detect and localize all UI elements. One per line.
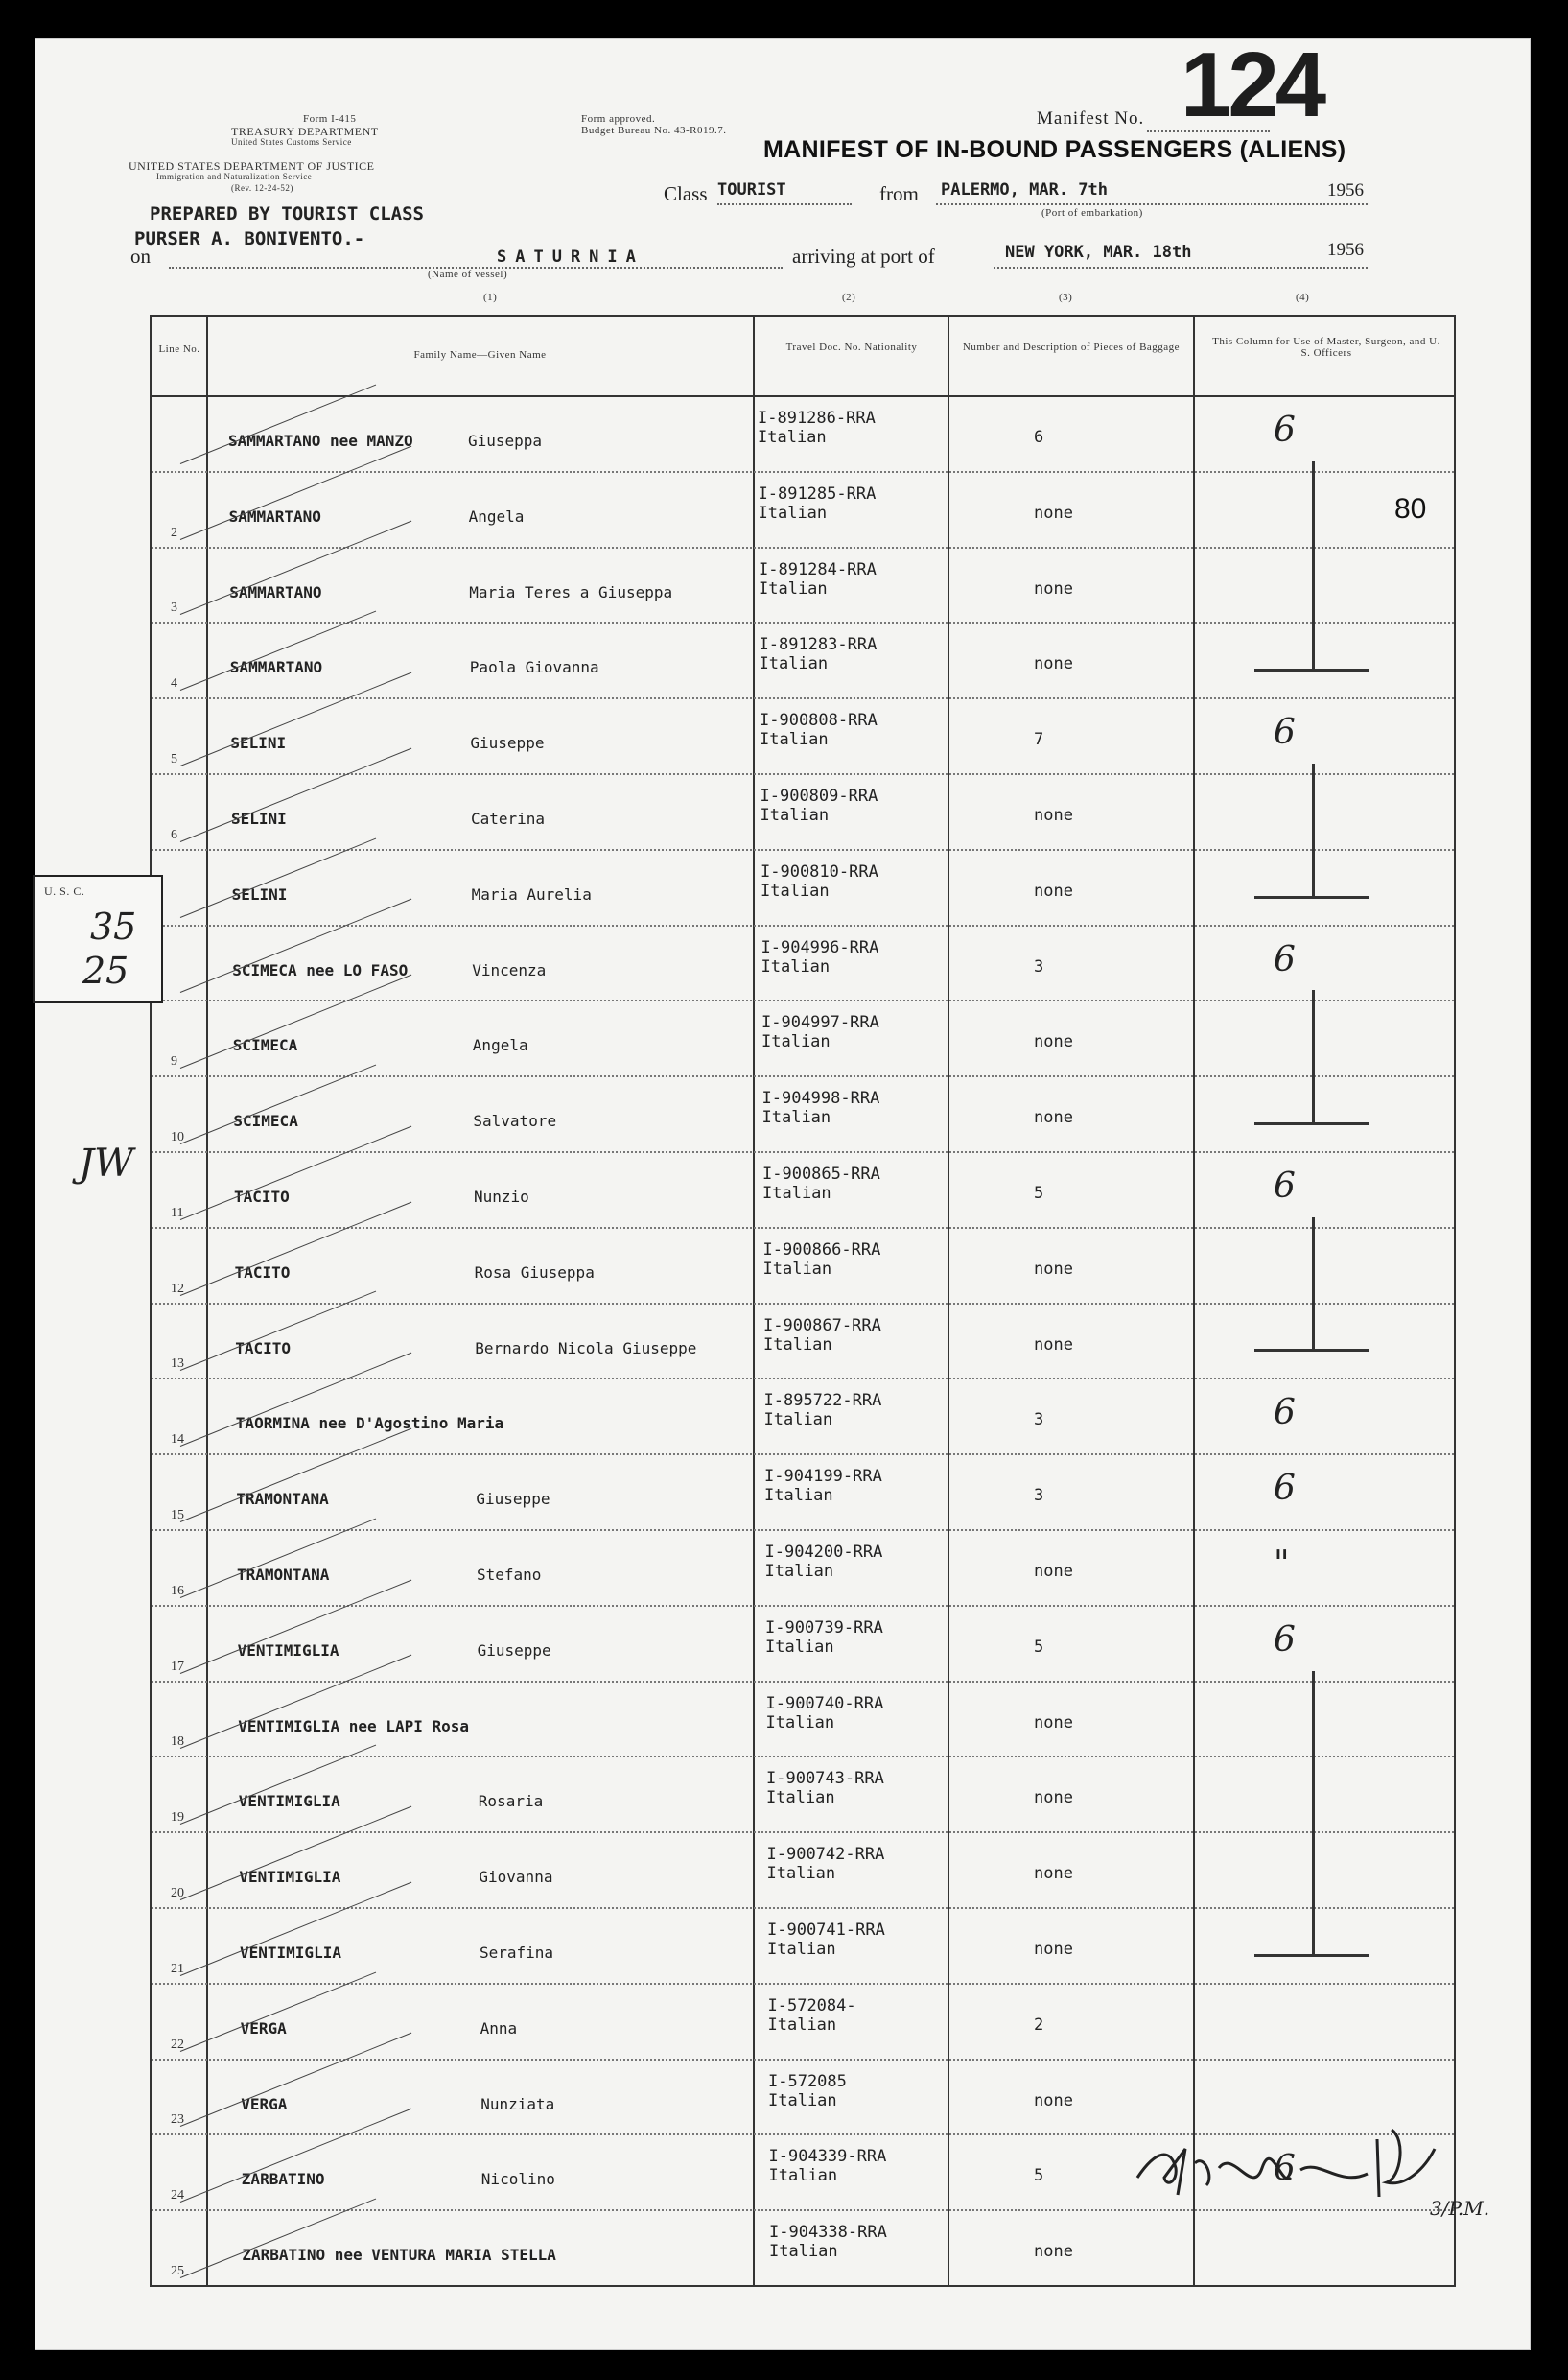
officer-bracket-stroke: [1312, 461, 1315, 669]
officer-mark: 6: [1274, 2149, 1296, 2189]
rev-label: (Rev. 12-24-52): [231, 183, 293, 193]
line-number: 16: [171, 1583, 184, 1598]
table-row: [152, 1756, 1454, 1833]
table-row: [152, 1983, 1454, 2061]
given-name: Salvatore: [473, 1112, 557, 1131]
nationality: Italian: [762, 1184, 831, 1203]
baggage-count: none: [1034, 1864, 1073, 1884]
line-number: 17: [171, 1659, 184, 1674]
family-name: VENTIMIGLIA: [238, 1792, 340, 1811]
nationality: Italian: [764, 1562, 834, 1581]
manifest-title: MANIFEST OF IN-BOUND PASSENGERS (ALIENS): [763, 136, 1346, 163]
nationality: Italian: [764, 1486, 833, 1506]
family-name: TAORMINA nee D'Agostino Maria: [235, 1414, 504, 1433]
manifest-page: [35, 34, 1531, 2350]
nationality: Italian: [758, 428, 827, 447]
nationality: Italian: [761, 1032, 831, 1052]
baggage-count: 7: [1034, 730, 1044, 750]
form-approved: Form approved.: [581, 113, 656, 125]
family-name: VENTIMIGLIA nee LAPI Rosa: [238, 1716, 470, 1735]
baggage-count: none: [1034, 1788, 1073, 1808]
nationality: Italian: [767, 1940, 836, 1959]
nationality: Italian: [768, 2166, 838, 2186]
table-row: [152, 697, 1454, 775]
travel-doc-number: I-900741-RRA: [767, 1920, 885, 1940]
header-line-no: Line No.: [158, 343, 200, 355]
budget-bureau: Budget Bureau No. 43-R019.7.: [581, 125, 727, 136]
table-row: [152, 849, 1454, 927]
given-name: Stefano: [477, 1566, 542, 1584]
officer-bracket-base: [1254, 896, 1369, 899]
baggage-count: 5: [1034, 1184, 1044, 1203]
officer-mark: 6: [1274, 1619, 1296, 1660]
given-name: Angela: [468, 507, 525, 526]
baggage-count: none: [1034, 654, 1073, 674]
officer-bracket-base: [1254, 669, 1369, 672]
officer-mark: ": [1274, 1544, 1290, 1584]
travel-doc-number: I-904199-RRA: [764, 1467, 882, 1487]
officer-mark: 6: [1274, 939, 1296, 979]
baggage-count: none: [1034, 578, 1073, 599]
given-name: Giuseppe: [476, 1490, 550, 1509]
table-row: [152, 471, 1454, 549]
treasury-label: TREASURY DEPARTMENT: [231, 125, 379, 138]
table-row: [152, 773, 1454, 851]
baggage-count: 3: [1034, 1486, 1044, 1506]
officer-bracket-stroke: [1312, 990, 1315, 1122]
family-name: TRAMONTANA: [237, 1566, 330, 1584]
line-number: 3: [171, 601, 177, 616]
family-name: SELINI: [231, 884, 288, 904]
manifest-no-line: [1147, 130, 1270, 132]
doj-label: UNITED STATES DEPARTMENT OF JUSTICE: [129, 159, 375, 173]
inspection-stamp: [33, 875, 163, 1003]
given-name: Giuseppe: [470, 734, 545, 753]
line-number: 9: [171, 1054, 177, 1070]
line-number: 12: [171, 1281, 184, 1296]
given-name: Vincenza: [472, 960, 547, 979]
nationality: Italian: [766, 1864, 836, 1884]
travel-doc-number: I-904339-RRA: [768, 2147, 887, 2167]
family-name: VENTIMIGLIA: [237, 1640, 339, 1660]
given-name: Anna: [480, 2018, 518, 2038]
arriving-year: 1956: [1327, 240, 1364, 260]
nationality: Italian: [759, 654, 829, 674]
baggage-count: none: [1034, 1940, 1073, 1959]
from-year: 1956: [1327, 180, 1364, 200]
travel-doc-number: I-891283-RRA: [759, 635, 878, 655]
nationality: Italian: [758, 503, 828, 523]
table-row: [152, 1075, 1454, 1153]
table-row: [152, 1453, 1454, 1531]
baggage-count: 3: [1034, 1410, 1044, 1430]
given-name: Giovanna: [479, 1868, 553, 1887]
given-name: Maria Teres a Giuseppa: [469, 582, 673, 601]
family-name: TRAMONTANA: [236, 1490, 329, 1509]
family-name: SAMMARTANO: [229, 582, 322, 601]
arriving-value: NEW YORK, MAR. 18th: [1005, 243, 1192, 262]
travel-doc-number: I-900865-RRA: [762, 1165, 880, 1184]
family-name: SCIMECA: [233, 1112, 298, 1131]
baggage-count: none: [1034, 1334, 1073, 1355]
nationality: Italian: [760, 730, 829, 750]
travel-doc-number: I-572085: [768, 2071, 847, 2091]
family-name: ZARBATINO nee VENTURA MARIA STELLA: [242, 2246, 556, 2265]
family-name: SELINI: [231, 810, 287, 828]
col-index-3: (3): [1059, 292, 1073, 303]
line-number: 19: [171, 1810, 184, 1826]
baggage-count: none: [1034, 1032, 1073, 1052]
officer-bracket-base: [1254, 1122, 1369, 1125]
family-name: TACITO: [234, 1262, 291, 1282]
from-label: from: [879, 182, 919, 205]
on-label: on: [130, 245, 151, 268]
baggage-count: none: [1034, 1108, 1073, 1128]
col-index-4: (4): [1296, 292, 1310, 303]
family-name: SCIMECA nee LO FASO: [232, 960, 409, 979]
family-name: SAMMARTANO nee MANZO: [228, 432, 413, 450]
family-name: VERGA: [240, 2018, 287, 2038]
table-row: [152, 1605, 1454, 1683]
manifest-number: 124: [1181, 34, 1323, 136]
baggage-count: none: [1034, 1259, 1073, 1279]
vessel-value: SATURNIA: [497, 247, 644, 267]
given-name: Maria Aurelia: [471, 884, 592, 904]
travel-doc-number: I-904996-RRA: [761, 937, 879, 957]
side-initials: JW: [79, 1142, 134, 1186]
class-line: [717, 203, 852, 205]
signature-note: 3/P.M.: [1430, 2197, 1490, 2220]
family-name: VENTIMIGLIA: [240, 1944, 341, 1962]
line-number: 21: [171, 1961, 184, 1976]
stamp-count-b: 25: [82, 950, 129, 992]
baggage-count: none: [1034, 503, 1073, 523]
from-line: [936, 203, 1368, 205]
line-number: 22: [171, 2037, 184, 2052]
nationality: Italian: [768, 2090, 837, 2110]
stamp-count-a: 35: [90, 906, 137, 948]
family-name: VERGA: [241, 2094, 288, 2113]
nationality: Italian: [763, 1410, 833, 1430]
nationality: Italian: [765, 1712, 835, 1732]
header-officers: This Column for Use of Master, Surgeon, and U. S. Officers: [1212, 336, 1440, 359]
travel-doc-number: I-891284-RRA: [759, 559, 877, 579]
vessel-caption: (Name of vessel): [428, 269, 508, 280]
arriving-line: [994, 267, 1368, 269]
customs-label: United States Customs Service: [231, 137, 352, 147]
table-row: [152, 1151, 1454, 1229]
travel-doc-number: I-895722-RRA: [763, 1391, 882, 1411]
table-row: [152, 547, 1454, 624]
given-name: Paola Giovanna: [469, 658, 599, 677]
from-value: PALERMO, MAR. 7th: [941, 180, 1108, 200]
given-name: Bernardo Nicola Giuseppe: [475, 1338, 697, 1357]
table-row: [152, 622, 1454, 699]
line-number: 11: [171, 1205, 184, 1220]
travel-doc-number: I-900743-RRA: [766, 1769, 884, 1789]
given-name: Nunziata: [480, 2094, 555, 2113]
family-name: SELINI: [230, 734, 287, 753]
baggage-count: none: [1034, 1712, 1073, 1732]
line-number: 13: [171, 1356, 184, 1372]
family-name: TACITO: [235, 1338, 291, 1357]
nationality: Italian: [765, 1637, 834, 1657]
officer-mark: 6: [1274, 1166, 1296, 1206]
travel-doc-number: I-900810-RRA: [761, 861, 878, 882]
nationality: Italian: [763, 1334, 832, 1355]
line-number: 20: [171, 1885, 184, 1900]
travel-doc-number: I-891286-RRA: [758, 409, 876, 428]
given-name: Angela: [472, 1036, 528, 1055]
check-tick: [180, 1291, 376, 1371]
manifest-no-label: Manifest No.: [1037, 108, 1145, 129]
arriving-label: arriving at port of: [792, 245, 935, 268]
baggage-count: none: [1034, 881, 1073, 901]
table-row: [152, 1378, 1454, 1455]
table-row: [152, 1831, 1454, 1909]
baggage-count: 5: [1034, 1637, 1044, 1657]
travel-doc-number: I-900742-RRA: [766, 1845, 885, 1865]
line-number: 25: [171, 2263, 184, 2278]
given-name: Caterina: [471, 810, 546, 828]
nationality: Italian: [767, 2015, 837, 2035]
table-row: [152, 1000, 1454, 1077]
baggage-count: none: [1034, 1562, 1073, 1581]
check-tick: [180, 384, 376, 463]
line-number: 4: [171, 676, 177, 692]
family-name: SAMMARTANO: [229, 658, 323, 677]
travel-doc-number: I-900740-RRA: [765, 1693, 884, 1713]
line-number: 14: [171, 1432, 184, 1448]
class-value: TOURIST: [717, 180, 786, 200]
travel-doc-number: I-891285-RRA: [758, 483, 877, 504]
col-index-1: (1): [483, 292, 498, 303]
line-number: 15: [171, 1507, 184, 1522]
nationality: Italian: [761, 956, 831, 977]
officer-bracket-stroke: [1312, 764, 1315, 896]
nationality: Italian: [769, 2242, 838, 2262]
header-baggage: Number and Description of Pieces of Baggage: [962, 342, 1181, 353]
nationality: Italian: [760, 806, 830, 825]
check-tick: [180, 611, 376, 691]
table-row: [152, 1681, 1454, 1758]
officer-mark: 6: [1274, 411, 1296, 450]
baggage-count: 6: [1034, 428, 1044, 447]
travel-doc-number: I-904997-RRA: [761, 1013, 879, 1033]
check-tick: [180, 837, 376, 917]
purser-name: PURSER A. BONIVENTO.-: [134, 228, 365, 249]
line-number: 18: [171, 1734, 184, 1750]
travel-doc-number: I-904998-RRA: [761, 1089, 880, 1109]
check-tick: [180, 1971, 376, 2051]
check-tick: [180, 1065, 376, 1144]
nationality: Italian: [762, 1259, 832, 1279]
class-label: Class: [664, 182, 708, 205]
line-number: 24: [171, 2188, 184, 2203]
table-row: [152, 395, 1454, 473]
passenger-table: [150, 315, 1456, 2287]
family-name: SCIMECA: [232, 1036, 298, 1055]
baggage-count: none: [1034, 2242, 1073, 2262]
given-name: Rosa Giuseppa: [474, 1262, 595, 1282]
given-name: Giuseppe: [477, 1640, 551, 1660]
given-name: Nunzio: [474, 1188, 529, 1206]
family-name: TACITO: [234, 1188, 290, 1206]
travel-doc-number: I-900739-RRA: [765, 1617, 883, 1638]
check-tick: [180, 2199, 376, 2278]
travel-doc-number: I-572084-: [767, 1995, 856, 2015]
officer-bracket-base: [1254, 1954, 1369, 1957]
table-row: [152, 1529, 1454, 1607]
travel-doc-number: I-900808-RRA: [760, 711, 878, 731]
nationality: Italian: [761, 1108, 831, 1128]
given-name: Giuseppa: [468, 432, 543, 450]
line-number: 10: [171, 1129, 184, 1144]
given-name: Serafina: [480, 1944, 554, 1962]
ins-label: Immigration and Naturalization Service: [156, 172, 313, 181]
officer-bracket-stroke: [1312, 1671, 1315, 1954]
baggage-count: 3: [1034, 956, 1044, 977]
table-row: [152, 1303, 1454, 1380]
baggage-count: 2: [1034, 2015, 1044, 2035]
table-row: [152, 925, 1454, 1002]
officer-bracket-base: [1254, 1349, 1369, 1352]
nationality: Italian: [759, 578, 828, 599]
line-number: 6: [171, 827, 177, 842]
line-number: 5: [171, 751, 177, 766]
table-row: [152, 1907, 1454, 1985]
officer-mark: 6: [1274, 1469, 1296, 1509]
given-name: Nicolino: [480, 2170, 555, 2189]
table-row: [152, 1227, 1454, 1305]
baggage-count: none: [1034, 806, 1073, 825]
line-number: 23: [171, 2112, 184, 2128]
officer-bracket-stroke: [1312, 1217, 1315, 1350]
nationality: Italian: [766, 1788, 835, 1808]
officer-mark: 6: [1274, 713, 1296, 753]
header-name: Family Name—Given Name: [413, 349, 547, 361]
given-name: Rosaria: [478, 1792, 544, 1811]
prepared-by: PREPARED BY TOURIST CLASS: [150, 203, 424, 224]
form-number: Form I-415: [303, 113, 357, 125]
port-caption: (Port of embarkation): [1041, 207, 1143, 219]
travel-doc-number: I-900867-RRA: [763, 1315, 881, 1335]
line-number: 2: [171, 525, 177, 540]
travel-doc-number: I-900809-RRA: [760, 787, 878, 806]
col-index-2: (2): [842, 292, 856, 303]
nationality: Italian: [761, 881, 830, 901]
stamp-text: U. S. C.: [44, 884, 85, 898]
check-tick: [180, 1518, 376, 1597]
family-name: SAMMARTANO: [228, 507, 321, 526]
check-tick: [180, 1745, 376, 1825]
header-doc: Travel Doc. No. Nationality: [785, 342, 918, 353]
margin-note: 80: [1394, 493, 1427, 525]
travel-doc-number: I-900866-RRA: [762, 1239, 881, 1260]
family-name: VENTIMIGLIA: [239, 1868, 341, 1887]
family-name: ZARBATINO: [241, 2170, 325, 2189]
table-header: [152, 317, 1454, 397]
travel-doc-number: I-904200-RRA: [764, 1543, 883, 1562]
baggage-count: none: [1034, 2090, 1073, 2110]
officer-mark: 6: [1274, 1393, 1296, 1433]
baggage-count: 5: [1034, 2166, 1044, 2186]
travel-doc-number: I-904338-RRA: [769, 2223, 887, 2243]
